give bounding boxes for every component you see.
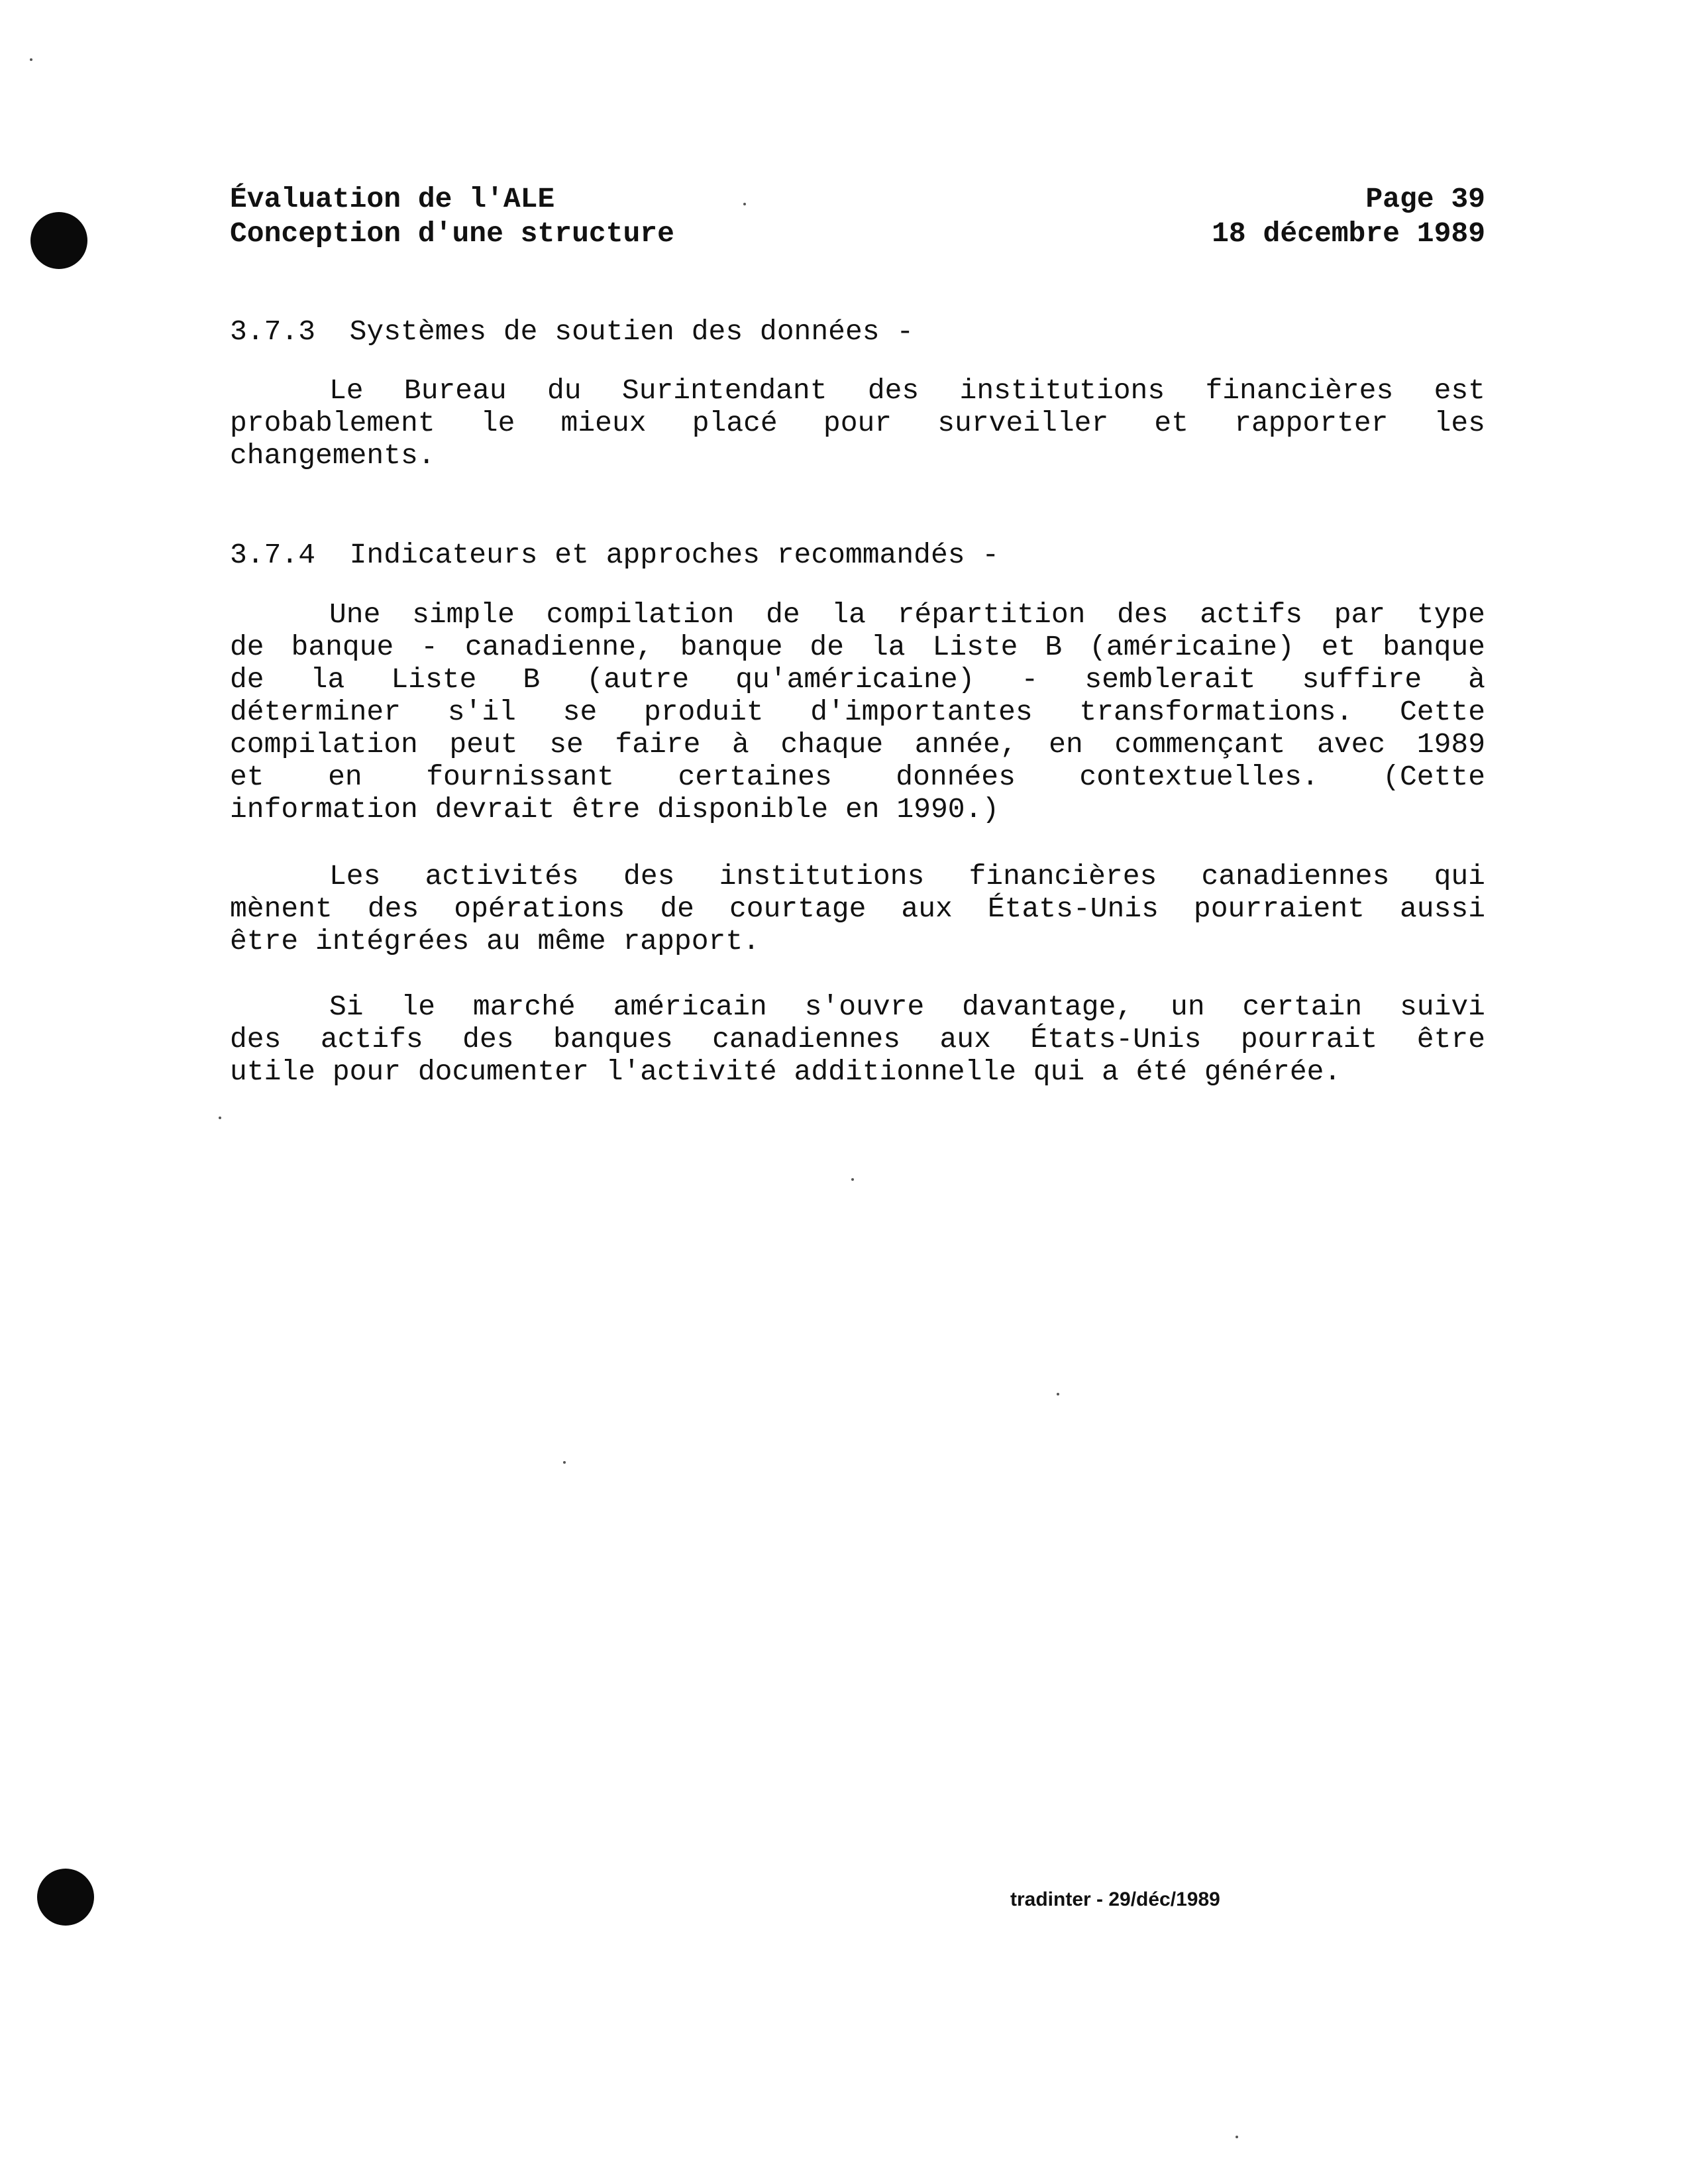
binder-hole-bottom <box>37 1869 94 1926</box>
paragraph-line: Le Bureau du Surintendant des institutions financières est <box>329 374 1485 407</box>
paragraph-3-7-4-3 <box>230 991 1485 1088</box>
header-document-subtitle: Conception d'une structure <box>230 217 674 250</box>
paragraph-3-7-4-2 <box>230 860 1485 957</box>
paragraph-line: et en fournissant certaines données contextuelles. (Cette <box>230 761 1485 793</box>
paragraph-line: mènent des opérations de courtage aux États-Unis pourraient aussi <box>230 893 1485 925</box>
paragraph-line: de la Liste B (autre qu'américaine) - semblerait suffire à <box>230 663 1485 696</box>
footer-stamp: tradinter - 29/déc/1989 <box>1010 1888 1220 1910</box>
paragraph-line: probablement le mieux placé pour surveiller et rapporter les <box>230 407 1485 439</box>
document-date: 18 décembre 1989 <box>1212 217 1485 250</box>
scan-speck <box>563 1461 566 1464</box>
paragraph-line: de banque - canadienne, banque de la Liste B (américaine) et banque <box>230 631 1485 663</box>
paragraph-line: information devrait être disponible en 1990.) <box>230 793 1000 826</box>
paragraph-line: changements. <box>230 439 435 472</box>
scan-speck <box>219 1117 221 1119</box>
paragraph-3-7-3-1 <box>230 374 1485 472</box>
section-heading-3-7-3: 3.7.3 Systèmes de soutien des données - <box>230 315 914 348</box>
header-left <box>230 182 674 251</box>
header-right <box>1212 182 1485 251</box>
binder-hole-top <box>30 212 87 269</box>
paragraph-line: Une simple compilation de la répartition des actifs par type <box>329 598 1485 631</box>
scan-speck <box>1236 2136 1238 2138</box>
paragraph-line: déterminer s'il se produit d'importantes transformations. Cette <box>230 696 1485 728</box>
section-heading-3-7-4: 3.7.4 Indicateurs et approches recommandés - <box>230 539 1000 571</box>
header-document-title: Évaluation de l'ALE <box>230 183 555 215</box>
paragraph-line: Si le marché américain s'ouvre davantage, un certain suivi <box>329 991 1485 1023</box>
scan-speck <box>851 1178 854 1181</box>
scan-speck <box>743 203 746 205</box>
page-number: Page 39 <box>1365 183 1485 215</box>
paragraph-line: compilation peut se faire à chaque année, en commençant avec 1989 <box>230 728 1485 761</box>
paragraph-line: des actifs des banques canadiennes aux États-Unis pourrait être <box>230 1023 1485 1056</box>
paragraph-3-7-4-1 <box>230 598 1485 826</box>
paragraph-line: utile pour documenter l'activité additionnelle qui a été générée. <box>230 1056 1342 1088</box>
paragraph-line: Les activités des institutions financières canadiennes qui <box>329 860 1485 893</box>
paragraph-line: être intégrées au même rapport. <box>230 925 760 957</box>
scan-speck <box>30 58 32 61</box>
scan-speck <box>1057 1393 1059 1395</box>
